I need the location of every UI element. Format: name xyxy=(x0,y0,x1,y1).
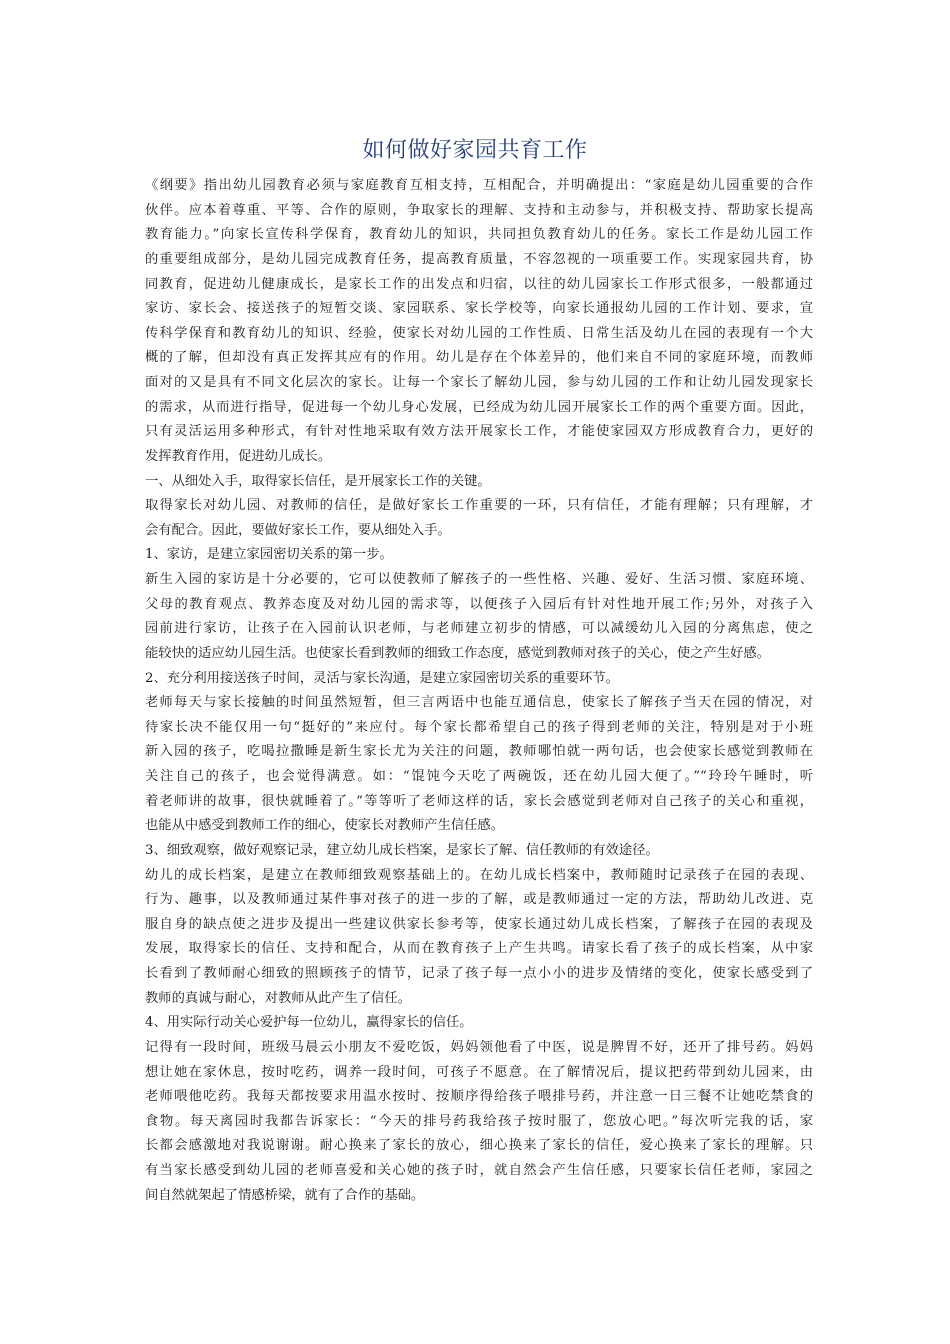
text-line: 伙伴。应本着尊重、平等、合作的原则，争取家长的理解、支持和主动参与，并积极支持、帮助家长提高 xyxy=(145,202,813,218)
text-line: 教师的真诚与耐心，对教师从此产生了信任。 xyxy=(145,990,411,1006)
text-line: 教育能力。”向家长宣传科学保育，教育幼儿的知识，共同担负教育幼儿的任务。家长工作是幼儿园工作 xyxy=(145,227,813,243)
text-line: 同教育，促进幼儿健康成长，是家长工作的出发点和归宿，以往的幼儿园家长工作形式很多，一般都通过 xyxy=(145,276,813,292)
text-line: 也能从中感受到教师工作的细心，使家长对教师产生信任感。 xyxy=(145,818,505,834)
text-line: 父母的教育观点、教养态度及对幼儿园的需求等，以便孩子入园后有针对性地开展工作;另外，对孩子入 xyxy=(145,596,813,612)
document-title: 如何做好家园共育工作 xyxy=(362,138,588,163)
text-line: 长都会感激地对我说谢谢。耐心换来了家长的放心，细心换来了家长的信任，爱心换来了家长的理解。只 xyxy=(145,1138,813,1154)
text-line: 想让她在家休息，按时吃药，调养一段时间，可孩子不愿意。在了解情况后，提议把药带到幼儿园来，由 xyxy=(145,1064,813,1080)
text-line: 一、从细处入手，取得家长信任，是开展家长工作的关键。 xyxy=(145,473,491,489)
text-line: 只有灵活运用多种形式，有针对性地采取有效方法开展家长工作，才能使家园双方形成教育合力，更好的 xyxy=(145,424,813,440)
text-line: 的重要组成部分，是幼儿园完成教育任务，提高教育质量，不容忽视的一项重要工作。实现家园共育，协 xyxy=(145,251,813,267)
text-line: 面对的又是具有不同文化层次的家长。让每一个家长了解幼儿园，参与幼儿园的工作和让幼儿园发现家长 xyxy=(145,375,813,390)
text-line: 食物。每天离园时我都告诉家长：“今天的排号药我给孩子按时服了，您放心吧。”每次听完我的话，家 xyxy=(145,1113,813,1129)
text-line: 行为、趣事，以及教师通过某件事对孩子的进一步的了解，或是教师通过一定的方法，帮助幼儿改进、克 xyxy=(145,892,813,908)
text-line: 长看到了教师耐心细致的照顾孩子的情节，记录了孩子每一点小小的进步及情绪的变化，使家长感受到了 xyxy=(145,966,813,981)
text-line: 待家长决不能仅用一句“挺好的”来应付。每个家长都希望自己的孩子得到老师的关注，特别是对于小班 xyxy=(145,719,813,735)
text-line: 间自然就架起了情感桥梁，就有了合作的基础。 xyxy=(145,1187,425,1203)
text-line: 1、家访，是建立家园密切关系的第一步。 xyxy=(145,547,393,563)
text-line: 老师喂他吃药。我每天都按要求用温水按时、按顺序得给孩子喂排号药，并注意一日三餐不让她吃禁食的 xyxy=(145,1089,813,1105)
text-line: 老师每天与家长接触的时间虽然短暂，但三言两语中也能互通信息，使家长了解孩子当天在园的情况，对 xyxy=(145,695,813,711)
document-body xyxy=(145,174,813,1208)
text-line: 有当家长感受到幼儿园的老师喜爱和关心她的孩子时，就自然会产生信任感，只要家长信任老师，家园之 xyxy=(145,1163,813,1178)
text-line: 取得家长对幼儿园、对教师的信任，是做好家长工作重要的一环，只有信任，才能有理解；只有理解，才 xyxy=(145,498,813,514)
text-line: 4、用实际行动关心爱护每一位幼儿，赢得家长的信任。 xyxy=(145,1015,473,1031)
text-line: 着老师讲的故事，很快就睡着了。”等等听了老师这样的话，家长会感觉到老师对自己孩子的关心和重视， xyxy=(145,793,813,809)
text-line: 服自身的缺点使之进步及提出一些建议供家长参考等，使家长通过幼儿成长档案，了解孩子在园的表现及 xyxy=(145,916,813,932)
text-line: 《纲要》指出幼儿园教育必须与家庭教育互相支持，互相配合，并明确提出：“家庭是幼儿园重要的合作 xyxy=(145,178,813,193)
text-line: 3、细致观察，做好观察记录，建立幼儿成长档案，是家长了解、信任教师的有效途径。 xyxy=(145,842,659,858)
text-line: 会有配合。因此，要做好家长工作，要从细处入手。 xyxy=(145,522,451,538)
text-line: 发展，取得家长的信任、支持和配合，从而在教育孩子上产生共鸣。请家长看了孩子的成长档案，从中家 xyxy=(145,941,813,957)
text-line: 幼儿的成长档案，是建立在教师细致观察基础上的。在幼儿成长档案中，教师随时记录孩子在园的表现、 xyxy=(145,867,813,883)
text-line: 关注自己的孩子，也会觉得满意。如：“馄饨今天吃了两碗饭，还在幼儿园大便了。”“玲玲午睡时，听 xyxy=(145,769,813,784)
text-line: 概的了解，但却没有真正发挥其应有的作用。幼儿是存在个体差异的，他们来自不同的家庭环境，而教师 xyxy=(145,350,813,366)
text-line: 园前进行家访，让孩子在入园前认识老师，与老师建立初步的情感，可以减缓幼儿入园的分离焦虑，使之 xyxy=(145,621,813,637)
text-line: 记得有一段时间，班级马晨云小朋友不爱吃饭，妈妈领他看了中医，说是脾胃不好，还开了排号药。妈妈 xyxy=(145,1039,813,1055)
text-line: 的需求，从而进行指导，促进每一个幼儿身心发展，已经成为幼儿园开展家长工作的两个重要方面。因此， xyxy=(145,399,813,415)
text-line: 新入园的孩子，吃喝拉撒睡是新生家长尤为关注的问题，教师哪怕就一两句话，也会使家长感觉到教师在 xyxy=(145,744,813,760)
text-line: 发挥教育作用，促进幼儿成长。 xyxy=(145,448,332,464)
text-line: 传科学保育和教育幼儿的知识、经验，使家长对幼儿园的工作性质、日常生活及幼儿在园的表现有一个大 xyxy=(145,325,813,341)
text-line: 新生入园的家访是十分必要的，它可以使教师了解孩子的一些性格、兴趣、爱好、生活习惯、家庭环境、 xyxy=(145,572,813,587)
text-line: 家访、家长会、接送孩子的短暂交谈、家园联系、家长学校等，向家长通报幼儿园的工作计划、要求，宣 xyxy=(145,301,813,317)
text-line: 2、充分利用接送孩子时间，灵活与家长沟通，是建立家园密切关系的重要环节。 xyxy=(145,670,619,686)
text-line: 能较快的适应幼儿园生活。也使家长看到教师的细致工作态度，感觉到教师对孩子的关心，使之产生好感。 xyxy=(145,645,770,661)
